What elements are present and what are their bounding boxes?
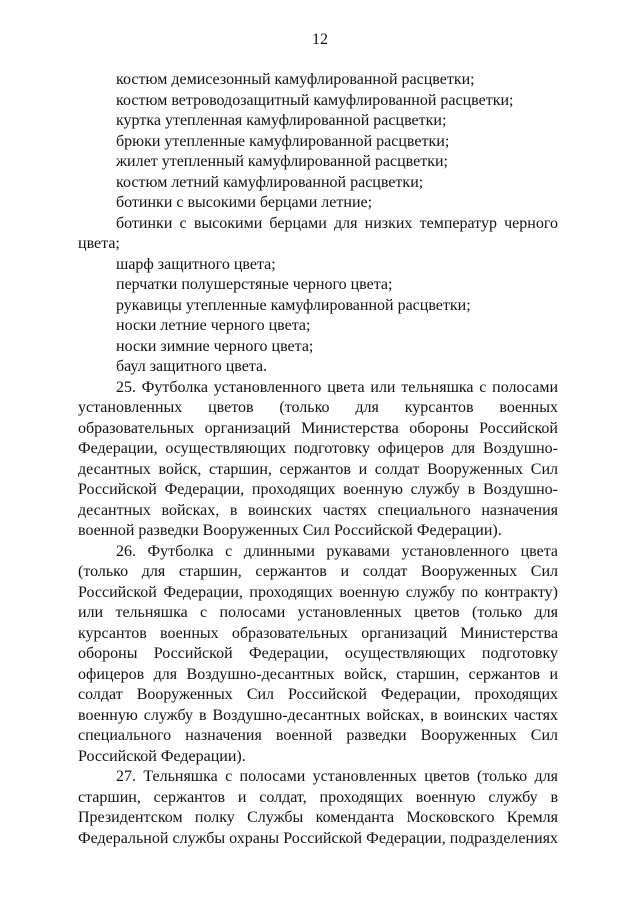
text-line: костюм ветроводозащитный камуфлированной расцветки;	[116, 91, 514, 109]
text-line: десантных войсках, в воинских частях специального назначения	[78, 501, 558, 519]
document-body	[78, 70, 558, 849]
text-line: жилет утепленный камуфлированной расцветки;	[116, 153, 448, 170]
text-line: костюм демисезонный камуфлированной расцветки;	[116, 71, 475, 88]
text-line: цвета;	[78, 235, 120, 252]
text-line: специального назначения военной разведки Вооруженных Сил	[78, 727, 558, 744]
text-line: ботинки с высокими берцами для низких температур черного	[116, 214, 558, 232]
text-line: костюм летний камуфлированной расцветки;	[116, 173, 424, 191]
text-line: Президентском полку Службы коменданта Московского Кремля	[78, 809, 558, 826]
text-line: рукавицы утепленные камуфлированной расцветки;	[116, 296, 471, 314]
text-line: 25. Футболка установленного цвета или тельняшка с полосами	[116, 378, 558, 396]
text-line: 27. Тельняшка с полосами установленных цветов (только для	[116, 768, 558, 785]
text-line: Федеральной службы охраны Российской Федерации, подразделениях	[78, 829, 558, 847]
text-line: носки летние черного цвета;	[116, 317, 311, 334]
text-line: или тельняшка с полосами установленных цветов (только для	[78, 604, 558, 621]
text-line: шарф защитного цвета;	[116, 255, 276, 273]
text-line: брюки утепленные камуфлированной расцветки;	[116, 132, 450, 150]
text-line: Российской Федерации, проходящих военную службу в Воздушно-	[78, 481, 558, 498]
text-line: ботинки с высокими берцами летние;	[116, 194, 373, 211]
text-line: военной разведки Вооруженных Сил Российской Федерации).	[78, 522, 502, 539]
text-line: обороны Российской Федерации, осуществляющих подготовку	[78, 645, 558, 662]
text-line: баул защитного цвета.	[116, 358, 268, 375]
text-line: куртка утепленная камуфлированной расцветки;	[116, 112, 447, 129]
text-line: курсантов военных образовательных организаций Министерства	[78, 624, 558, 642]
text-line: Российской Федерации).	[78, 747, 246, 765]
text-line: десантных войск, старшин, сержантов и солдат Вооруженных Сил	[78, 460, 558, 478]
text-line: старшин, сержантов и солдат, проходящих военную службу в	[78, 788, 558, 806]
page-number: 12	[312, 31, 328, 48]
text-line: Федерации, осуществляющих подготовку офицеров для Воздушно-	[78, 440, 558, 457]
text-line: перчатки полушерстяные черного цвета;	[116, 276, 393, 293]
text-line: военную службу в Воздушно-десантных войсках, в воинских частях	[78, 706, 558, 724]
text-line: офицеров для Воздушно-десантных войск, старшин, сержантов и	[78, 665, 558, 683]
text-line: (только для старшин, сержантов и солдат Вооруженных Сил	[78, 563, 558, 580]
text-line: солдат Вооруженных Сил Российской Федерации, проходящих	[78, 686, 558, 703]
text-line: Российской Федерации, проходящих военную службу по контракту)	[78, 583, 558, 601]
text-line: носки зимние черного цвета;	[116, 337, 314, 355]
text-line: установленных цветов (только для курсантов военных	[78, 399, 558, 416]
text-line: образовательных организаций Министерства обороны Российской	[78, 419, 558, 437]
text-line: 26. Футболка с длинными рукавами установленного цвета	[116, 542, 558, 560]
